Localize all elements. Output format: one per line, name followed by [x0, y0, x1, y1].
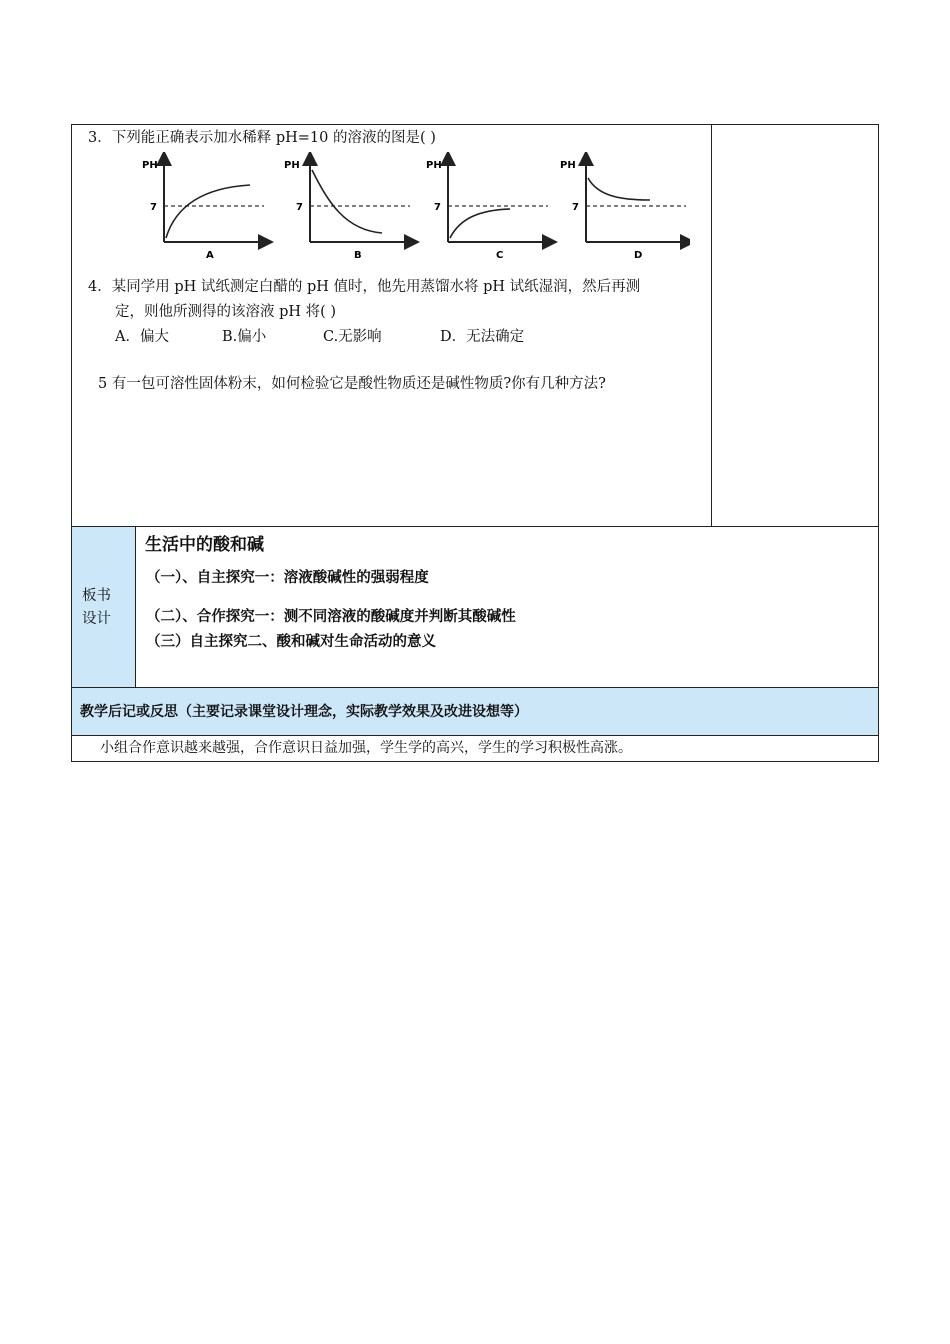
board-item-1: （一）、自主探究一：溶液酸碱性的强弱程度 [146, 570, 429, 586]
question-4-option-d: D．无法确定 [440, 329, 525, 345]
graph-d-curve [588, 178, 650, 200]
graph-b-axis-label: PH [284, 160, 300, 171]
graph-a-axis-label: PH [142, 160, 158, 171]
graph-c-curve [450, 209, 510, 238]
row-divider-board [71, 687, 879, 688]
graph-b-curve [312, 170, 382, 233]
graph-b-letter: B [354, 250, 362, 261]
board-item-3: （三）自主探究二、酸和碱对生命活动的意义 [146, 634, 436, 650]
question-5-text: 5 有一包可溶性固体粉末，如何检验它是酸性物质还是碱性物质?你有几种方法? [98, 376, 606, 392]
graph-a-letter: A [206, 250, 214, 261]
graph-d-axis-label: PH [560, 160, 576, 171]
question-3-graphs [130, 152, 690, 262]
question-3-text: 3．下列能正确表示加水稀释 pH=10 的溶液的图是( ) [88, 130, 436, 146]
board-label-line-1: 板书 [82, 588, 111, 604]
board-item-2: （二）、合作探究一：测不同溶液的酸碱度并判断其酸碱性 [146, 609, 516, 625]
board-label-divider [135, 526, 136, 687]
graph-c-tick: 7 [434, 202, 441, 213]
row-divider-reflection [71, 735, 879, 736]
reflection-content: 小组合作意识越来越强，合作意识日益加强，学生学的高兴，学生的学习积极性高涨。 [100, 740, 632, 756]
side-column-divider [711, 124, 712, 527]
graph-c-axis-label: PH [426, 160, 442, 171]
graph-a-curve [166, 185, 250, 238]
graph-d [560, 158, 688, 261]
reflection-header: 教学后记或反思（主要记录课堂设计理念，实际教学效果及改进设想等） [80, 704, 528, 720]
board-title: 生活中的酸和碱 [145, 535, 264, 555]
question-4-option-a: A．偏大 [115, 329, 169, 345]
graph-d-tick: 7 [572, 202, 579, 213]
question-4-line-2: 定，则他所测得的该溶液 pH 将( ) [115, 304, 337, 320]
graph-b [284, 158, 412, 261]
board-label-line-2: 设计 [82, 611, 111, 627]
graph-d-letter: D [634, 250, 643, 261]
row-divider-questions [71, 526, 879, 527]
graph-c [426, 158, 550, 261]
graph-a-tick: 7 [150, 202, 157, 213]
graph-a [142, 158, 266, 261]
graph-b-tick: 7 [296, 202, 303, 213]
question-4-option-c: C.无影响 [323, 329, 382, 345]
question-4-option-b: B.偏小 [222, 329, 267, 345]
question-4-line-1: 4．某同学用 pH 试纸测定白醋的 pH 值时，他先用蒸馏水将 pH 试纸湿润，然后再测 [88, 279, 641, 295]
graph-c-letter: C [496, 250, 504, 261]
